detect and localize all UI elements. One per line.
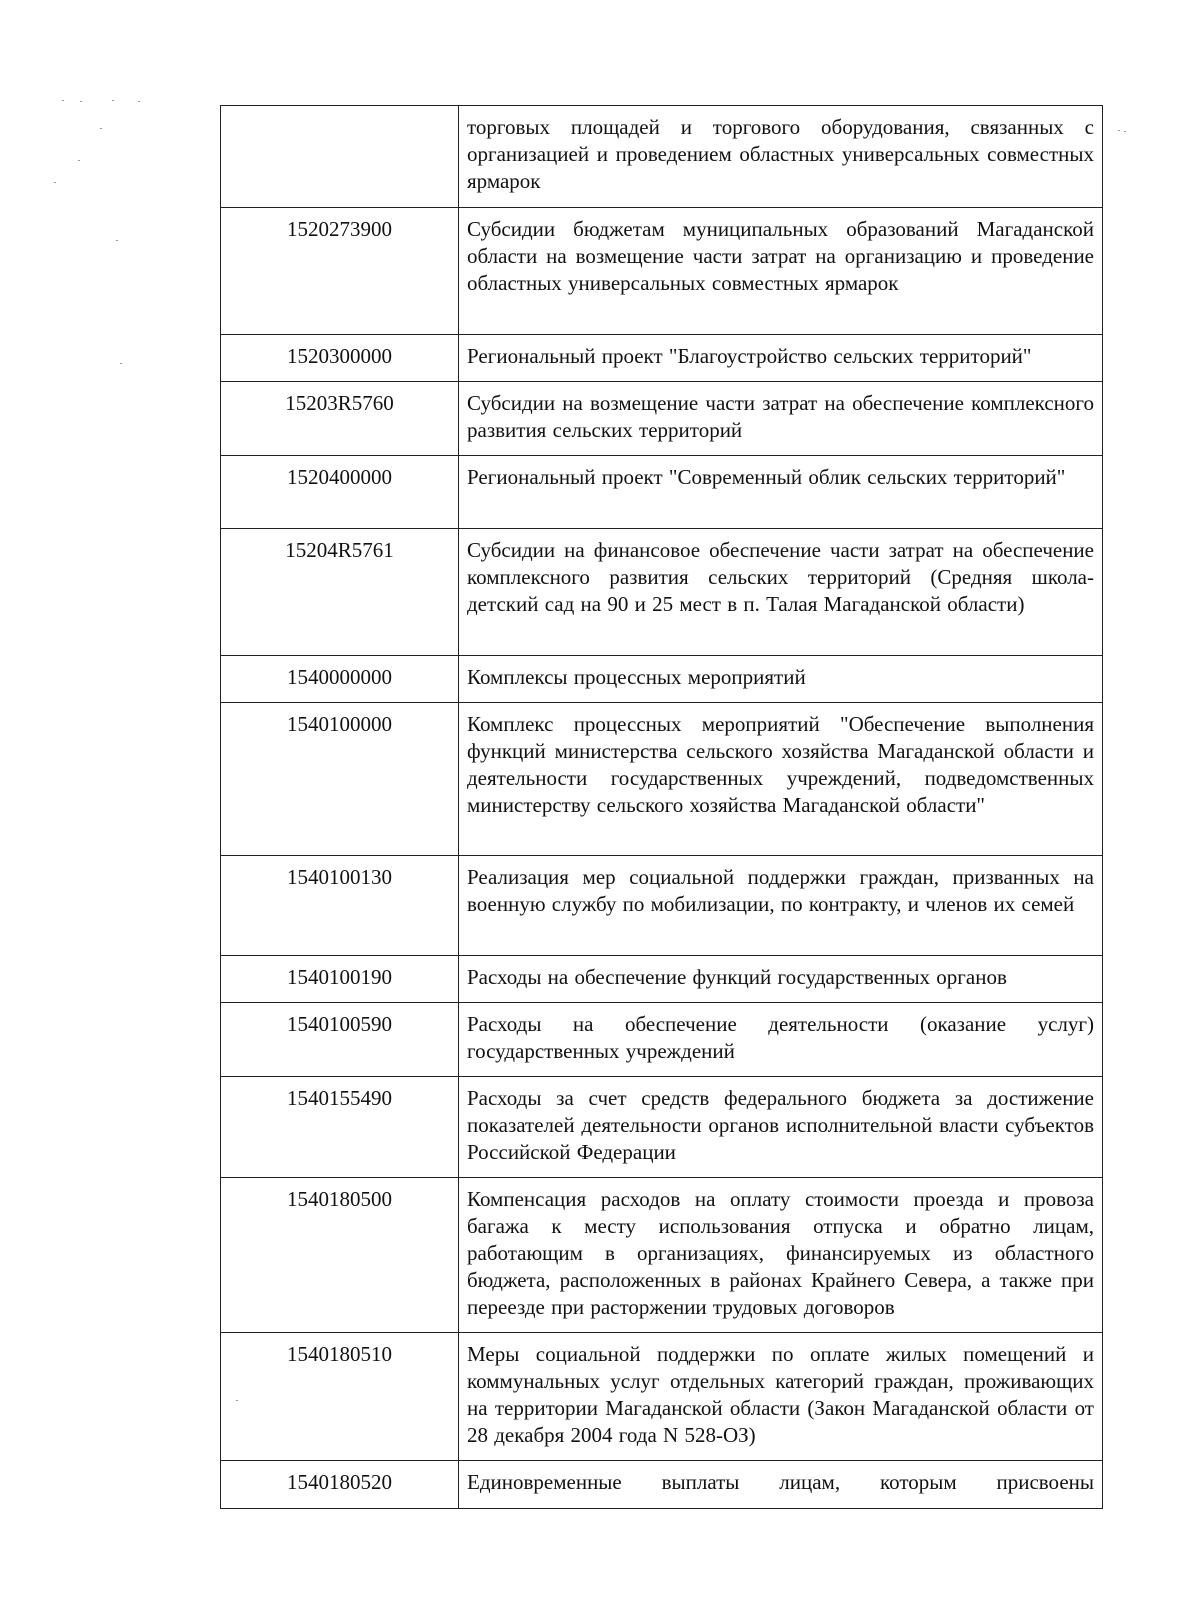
- description-cell: торговых площадей и торгового оборудования, связанных с организацией и проведением областных универсальных совместных ярмарок: [459, 106, 1103, 208]
- description-cell: Компенсация расходов на оплату стоимости проезда и провоза багажа к месту использования отпуска и обратно лицам, работающим в организациях, финансируемых из областного бюджета, расположенных в районах Крайнего Севера, а также при переезде при расторжении трудовых договоров: [459, 1178, 1103, 1333]
- table-row: [221, 106, 1103, 208]
- description-cell: Единовременные выплаты лицам, которым присвоены: [459, 1461, 1103, 1509]
- budget-code-cell: [221, 106, 459, 208]
- table-row: [221, 703, 1103, 856]
- table-row: [221, 1077, 1103, 1178]
- description-cell: Расходы за счет средств федерального бюджета за достижение показателей деятельности органов исполнительной власти субъектов Российской Федерации: [459, 1077, 1103, 1178]
- scan-artifact: [62, 100, 64, 101]
- scan-artifact: [54, 182, 56, 183]
- budget-code-cell: 1520400000: [221, 456, 459, 529]
- description-cell: Расходы на обеспечение функций государственных органов: [459, 956, 1103, 1003]
- scan-artifact: [80, 101, 82, 102]
- scan-artifact: [1124, 131, 1126, 132]
- description-cell: Комплексы процессных мероприятий: [459, 656, 1103, 703]
- budget-code-cell: 1540000000: [221, 656, 459, 703]
- table-row: [221, 1461, 1103, 1509]
- scan-artifact: [100, 128, 102, 129]
- description-cell: Расходы на обеспечение деятельности (оказание услуг) государственных учреждений: [459, 1003, 1103, 1077]
- table-row: [221, 856, 1103, 956]
- budget-code-cell: 1540180500: [221, 1178, 459, 1333]
- table-row: [221, 208, 1103, 335]
- description-cell: Субсидии на финансовое обеспечение части затрат на обеспечение комплексного развития сельских территорий (Средняя школа-детский сад на 90 и 25 мест в п. Талая Магаданской области): [459, 529, 1103, 656]
- budget-code-cell: 1540180510: [221, 1333, 459, 1461]
- budget-code-cell: 1540100190: [221, 956, 459, 1003]
- budget-code-cell: 15203R5760: [221, 382, 459, 456]
- scan-artifact: [120, 363, 122, 364]
- description-cell: Комплекс процессных мероприятий "Обеспечение выполнения функций министерства сельского хозяйства Магаданской области и деятельности государственных учреждений, подведомственных министерству сельского хозяйства Магаданской области": [459, 703, 1103, 856]
- budget-code-cell: 1540180520: [221, 1461, 459, 1509]
- scan-artifact: [138, 101, 140, 102]
- scan-artifact: [116, 240, 118, 241]
- table-row: [221, 1178, 1103, 1333]
- table-row: [221, 956, 1103, 1003]
- table-body: [221, 106, 1103, 1509]
- table-row: [221, 1003, 1103, 1077]
- table-row: [221, 382, 1103, 456]
- description-cell: Субсидии на возмещение части затрат на обеспечение комплексного развития сельских территорий: [459, 382, 1103, 456]
- budget-code-cell: 15204R5761: [221, 529, 459, 656]
- table-row: [221, 456, 1103, 529]
- description-cell: Субсидии бюджетам муниципальных образований Магаданской области на возмещение части затрат на организацию и проведение областных универсальных совместных ярмарок: [459, 208, 1103, 335]
- budget-code-cell: 1520300000: [221, 335, 459, 382]
- budget-code-cell: 1540100590: [221, 1003, 459, 1077]
- table-row: [221, 529, 1103, 656]
- scan-artifact: [236, 1400, 238, 1401]
- scan-artifact: [1118, 130, 1120, 131]
- budget-codes-table: [220, 105, 1103, 1509]
- scan-artifact: [112, 100, 114, 101]
- budget-code-cell: 1540155490: [221, 1077, 459, 1178]
- description-cell: Меры социальной поддержки по оплате жилых помещений и коммунальных услуг отдельных категорий граждан, проживающих на территории Магаданской области (Закон Магаданской области от 28 декабря 2004 года N 528-ОЗ): [459, 1333, 1103, 1461]
- budget-code-cell: 1540100000: [221, 703, 459, 856]
- table-row: [221, 335, 1103, 382]
- scan-artifact: [78, 160, 80, 161]
- budget-code-cell: 1540100130: [221, 856, 459, 956]
- description-cell: Региональный проект "Благоустройство сельских территорий": [459, 335, 1103, 382]
- table-row: [221, 656, 1103, 703]
- description-cell: Региональный проект "Современный облик сельских территорий": [459, 456, 1103, 529]
- table-row: [221, 1333, 1103, 1461]
- description-cell: Реализация мер социальной поддержки граждан, призванных на военную службу по мобилизации, по контракту, и членов их семей: [459, 856, 1103, 956]
- budget-code-cell: 1520273900: [221, 208, 459, 335]
